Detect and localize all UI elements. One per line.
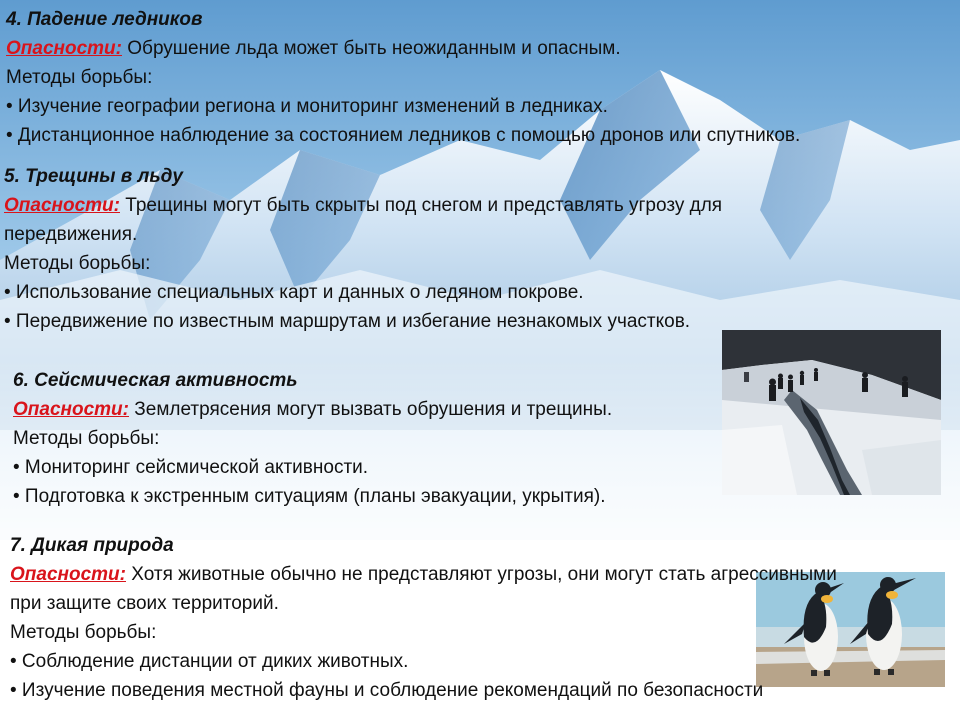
- danger-label: Опасности:: [4, 195, 120, 216]
- section-ice-crevasses: [4, 162, 722, 336]
- bullet-item: • Изучение географии региона и мониторинг изменений в ледниках.: [6, 96, 608, 117]
- danger-text: Трещины могут быть скрыты под снегом и представлять угрозу для: [125, 195, 723, 216]
- bullet-item: • Дистанционное наблюдение за состоянием ледников с помощью дронов или спутников.: [6, 125, 801, 146]
- danger-label: Опасности:: [13, 399, 129, 420]
- bullet-item: • Мониторинг сейсмической активности.: [13, 457, 369, 478]
- danger-line: [4, 191, 722, 220]
- bullet-item: • Использование специальных карт и данных о ледяном покрове.: [4, 282, 584, 303]
- danger-text: Обрушение льда может быть неожиданным и опасным.: [127, 38, 621, 59]
- danger-line: [6, 34, 800, 63]
- section-seismic-activity: [13, 366, 612, 511]
- bullet-item: • Изучение поведения местной фауны и соблюдение рекомендаций по безопасности: [10, 680, 764, 701]
- danger-text: Хотя животные обычно не представляют угрозы, они могут стать агрессивными: [131, 564, 837, 585]
- bullet-item: • Передвижение по известным маршрутам и избегание незнакомых участков.: [4, 311, 691, 332]
- section-heading: 5. Трещины в льду: [4, 166, 183, 187]
- methods-label: Методы борьбы:: [13, 428, 160, 449]
- bullet-item: • Подготовка к экстренным ситуациям (планы эвакуации, укрытия).: [13, 486, 606, 507]
- bullet-item: • Соблюдение дистанции от диких животных.: [10, 651, 409, 672]
- methods-label: Методы борьбы:: [10, 622, 157, 643]
- section-heading: 6. Сейсмическая активность: [13, 370, 298, 391]
- danger-label: Опасности:: [10, 564, 126, 585]
- methods-label: Методы борьбы:: [6, 67, 153, 88]
- danger-line: [10, 560, 837, 589]
- glacier-crevasse-photo: [722, 330, 941, 495]
- methods-label: Методы борьбы:: [4, 253, 151, 274]
- section-wildlife: [10, 531, 837, 705]
- danger-line: [13, 395, 612, 424]
- danger-text-continuation: передвижения.: [4, 224, 138, 245]
- danger-text-continuation: при защите своих территорий.: [10, 593, 279, 614]
- danger-label: Опасности:: [6, 38, 122, 59]
- section-heading: 7. Дикая природа: [10, 535, 174, 556]
- section-glacier-collapse: [6, 5, 800, 150]
- section-heading: 4. Падение ледников: [6, 9, 203, 30]
- danger-text: Землетрясения могут вызвать обрушения и трещины.: [134, 399, 613, 420]
